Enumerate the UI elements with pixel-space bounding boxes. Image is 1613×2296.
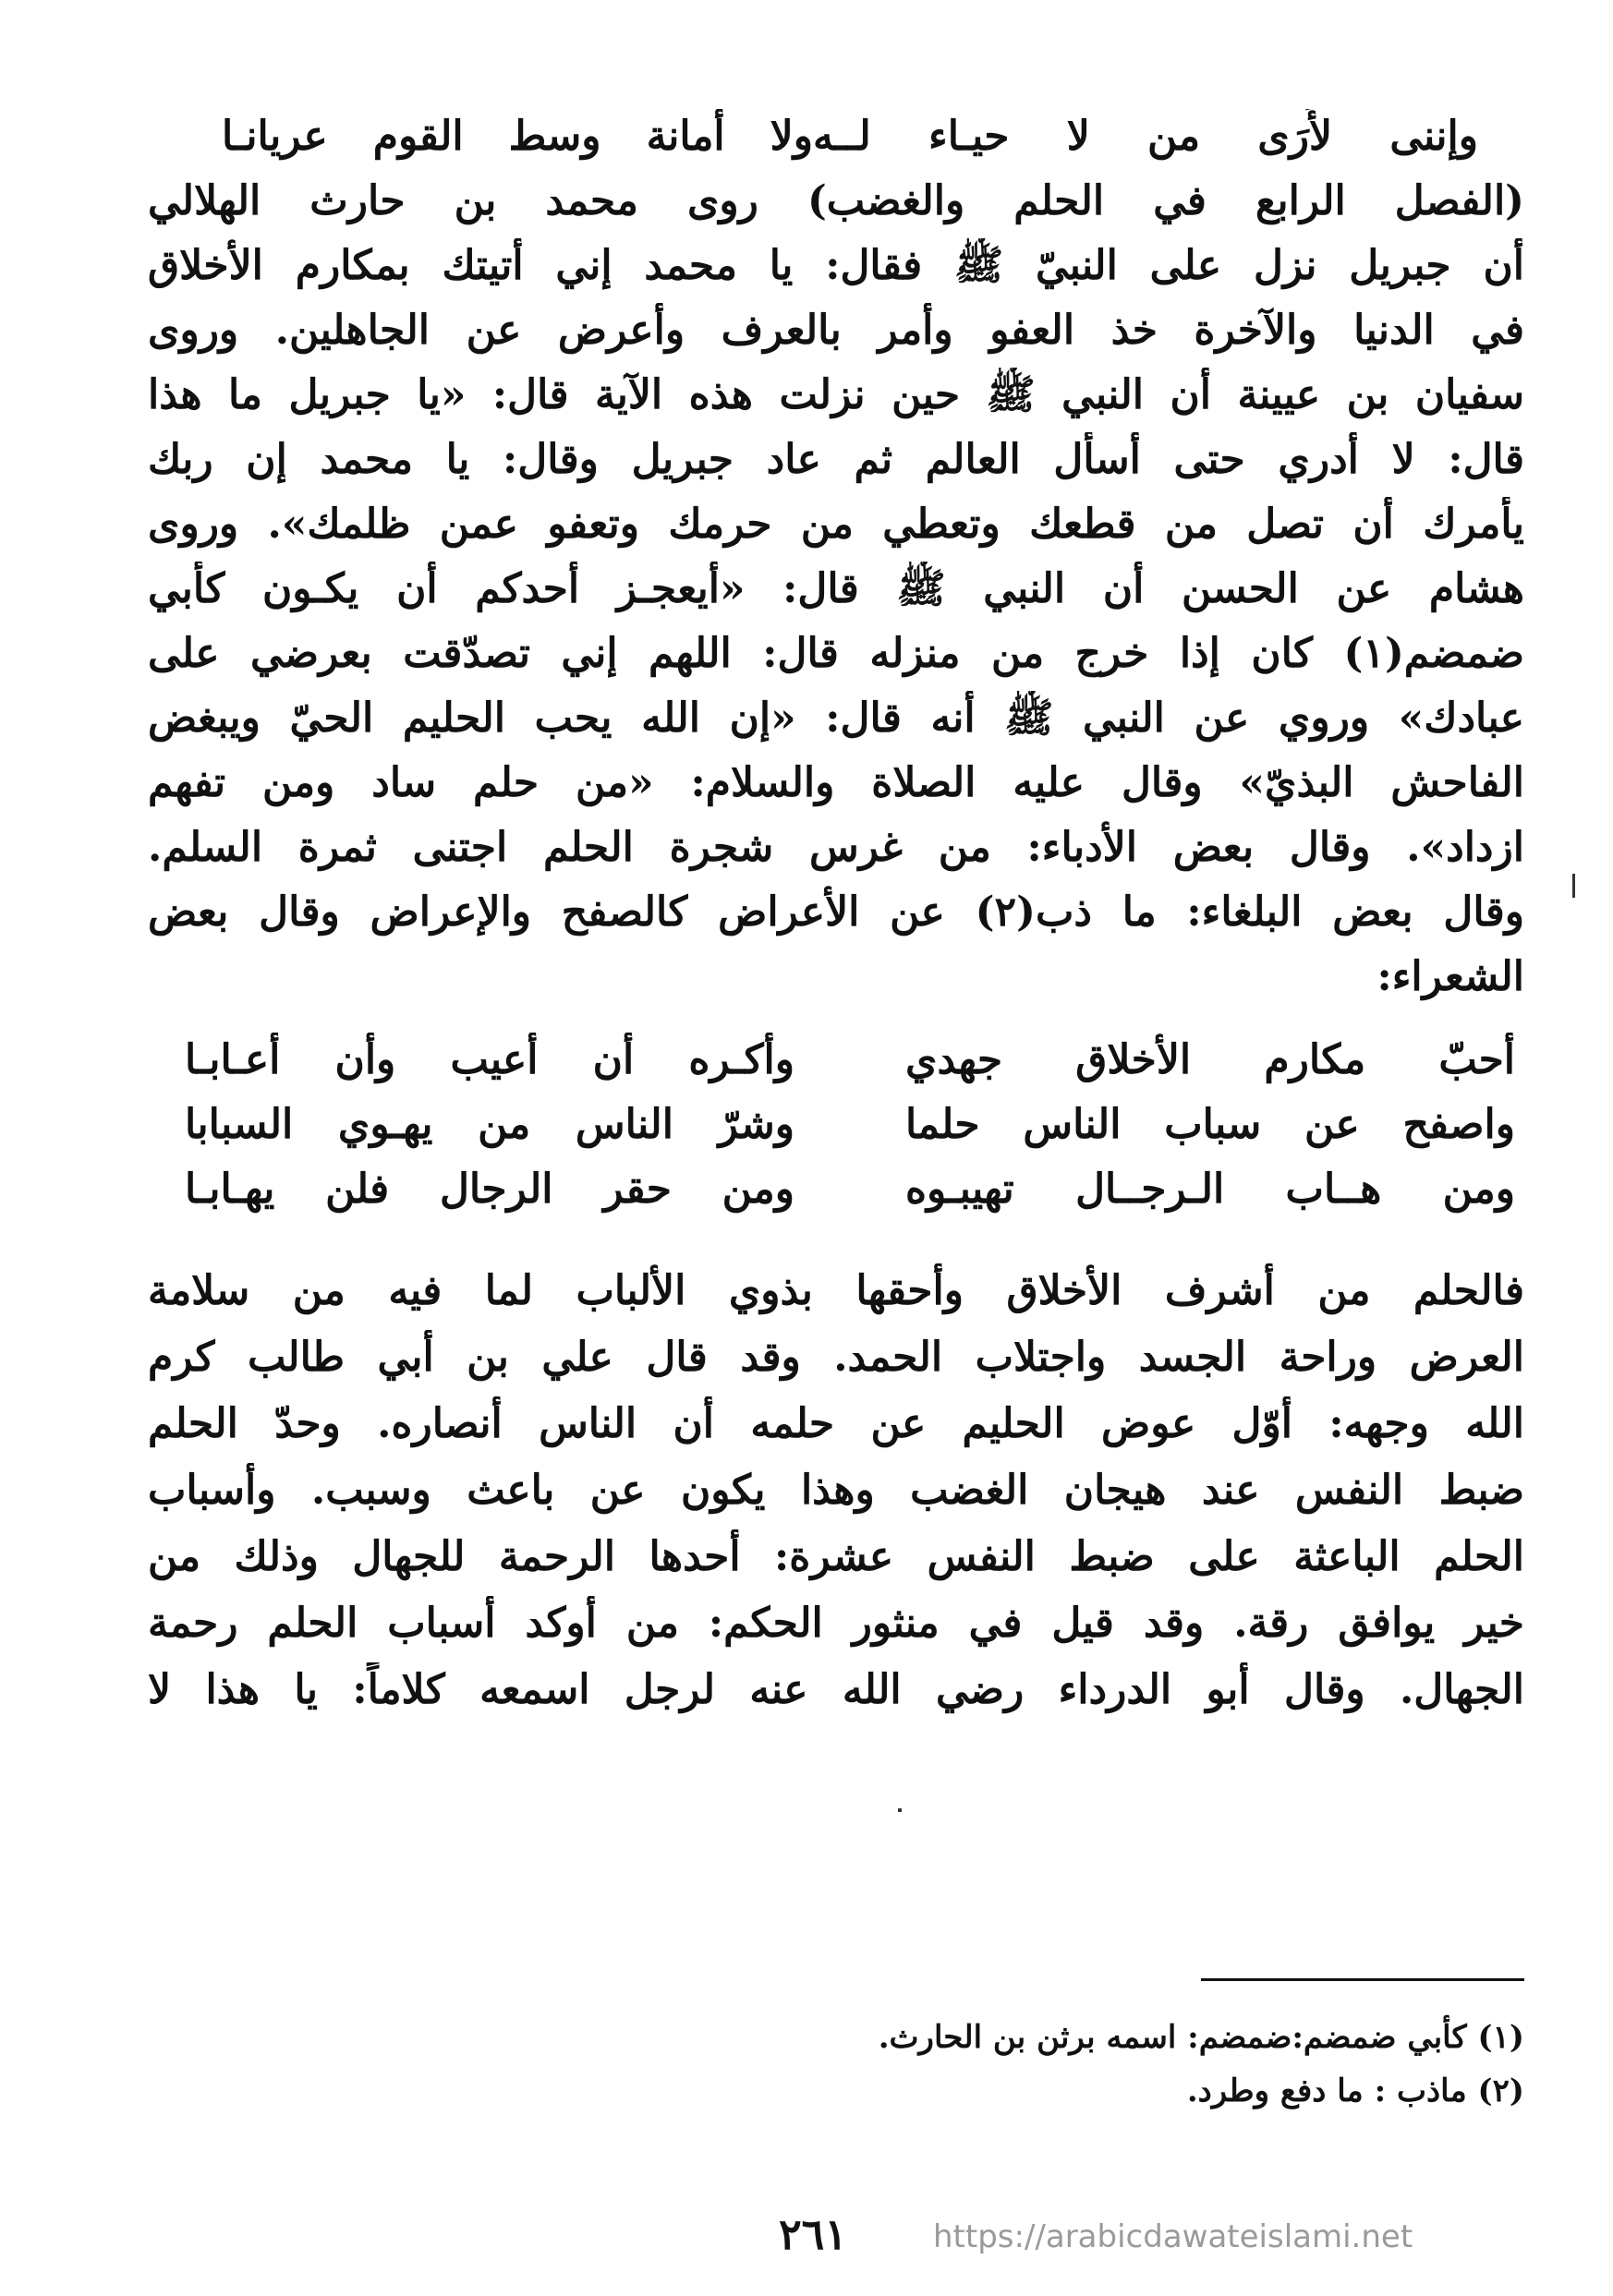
scan-speck (1572, 874, 1575, 898)
verse-hemistich-left: ولا أمانة وسط القوم عريانـا (222, 113, 813, 160)
opening-verse (148, 109, 1478, 164)
scan-speck (898, 1808, 902, 1812)
text-line: أن جبريل نزل على النبيّ ﷺ فقال: يا محمد إني أتيتك بمكارم الأخلاق (148, 242, 1524, 289)
text-line: الجهال. وقال أبو الدرداء رضي الله عنه لرجل اسمعه كلاماً: يا هذا لا (148, 1666, 1524, 1713)
text-line: الفاحش البذيّ» وقال عليه الصلاة والسلام: «من حلم ساد ومن تفهم (148, 759, 1524, 806)
text-line: قال: لا أدري حتى أسأل العالم ثم عاد جبريل وقال: يا محمد إن ربك (148, 436, 1524, 483)
poem-verse (185, 1033, 1515, 1088)
text-line: عبادك» وروي عن النبي ﷺ أنه قال: «إن الله يحب الحليم الحيّ ويبغض (148, 695, 1524, 742)
poem-verse (185, 1162, 1515, 1217)
footnote-separator (1201, 1978, 1524, 1981)
verse-hemistich-right: ومن هــاب الـرجــال تهيبـوه (905, 1166, 1515, 1213)
verse-hemistich-right: وإننى لأَرَى من لا حيـاء لــه (813, 113, 1478, 160)
text-line: هشام عن الحسن أن النبي ﷺ قال: «أيعجـز أحدكم أن يكـون كأبي (148, 565, 1524, 612)
text-line: خير يوافق رقة. وقد قيل في منثور الحكم: من أوكد أسباب الحلم رحمة (148, 1600, 1524, 1647)
text-line: (الفصل الرابع في الحلم والغضب) روى محمد بن حارث الهلالي (148, 177, 1524, 224)
text-line: ازداد». وقال بعض الأدباء: من غرس شجرة الحلم اجتنى ثمرة السلم. (148, 824, 1524, 871)
text-line: سفيان بن عيينة أن النبي ﷺ حين نزلت هذه الآية قال: «يا جبريل ما هذا (148, 371, 1524, 418)
watermark-url: https://arabicdawateislami.net (933, 2218, 1413, 2255)
footnote-2: (٢) ماذب : ما دفع وطرد. (1186, 2072, 1524, 2109)
verse-hemistich-left: وشرّ الناس من يهـوي السبابا (185, 1101, 794, 1148)
text-line: في الدنيا والآخرة خذ العفو وأمر بالعرف وأعرض عن الجاهلين. وروى (148, 307, 1524, 354)
verse-hemistich-right: واصفح عن سباب الناس حلما (905, 1101, 1515, 1148)
text-line: ضمضم(١) كان إذا خرج من منزله قال: اللهم إني تصدّقت بعرضي على (148, 630, 1524, 677)
verse-hemistich-left: وأكـره أن أعيب وأن أُعـابـا (185, 1036, 794, 1083)
text-line: الحلم الباعثة على ضبط النفس عشرة: أحدها الرحمة للجهال وذلك من (148, 1533, 1524, 1580)
text-line: فالحلم من أشرف الأخلاق وأحقها بذوي الألباب لما فيه من سلامة (148, 1267, 1524, 1314)
verse-hemistich-right: أُحبّ مكارم الأخلاق جهدي (905, 1036, 1515, 1083)
text-line: وقال بعض البلغاء: ما ذب(٢) عن الأعراض كالصفح والإعراض وقال بعض (148, 888, 1524, 936)
text-line: ضبط النفس عند هيجان الغضب وهذا يكون عن باعث وسبب. وأسباب (148, 1467, 1524, 1514)
page-number: ٢٦١ (778, 2209, 848, 2259)
footnote-1: (١) كأبي ضمضم:ضمضم: اسمه برثن بن الحارث. (878, 2019, 1524, 2056)
poem-verse (185, 1097, 1515, 1153)
text-line: الله وجهه: أوّل عوض الحليم عن حلمه أن الناس أنصاره. وحدّ الحلم (148, 1400, 1524, 1447)
text-line: الشعراء: (1377, 953, 1524, 1000)
verse-hemistich-left: ومن حقر الرجال فلن يهـابـا (185, 1166, 794, 1213)
text-line: يأمرك أن تصل من قطعك وتعطي من حرمك وتعفو عمن ظلمك». وروى (148, 501, 1524, 548)
text-line: العرض وراحة الجسد واجتلاب الحمد. وقد قال علي بن أبي طالب كرم (148, 1334, 1524, 1381)
